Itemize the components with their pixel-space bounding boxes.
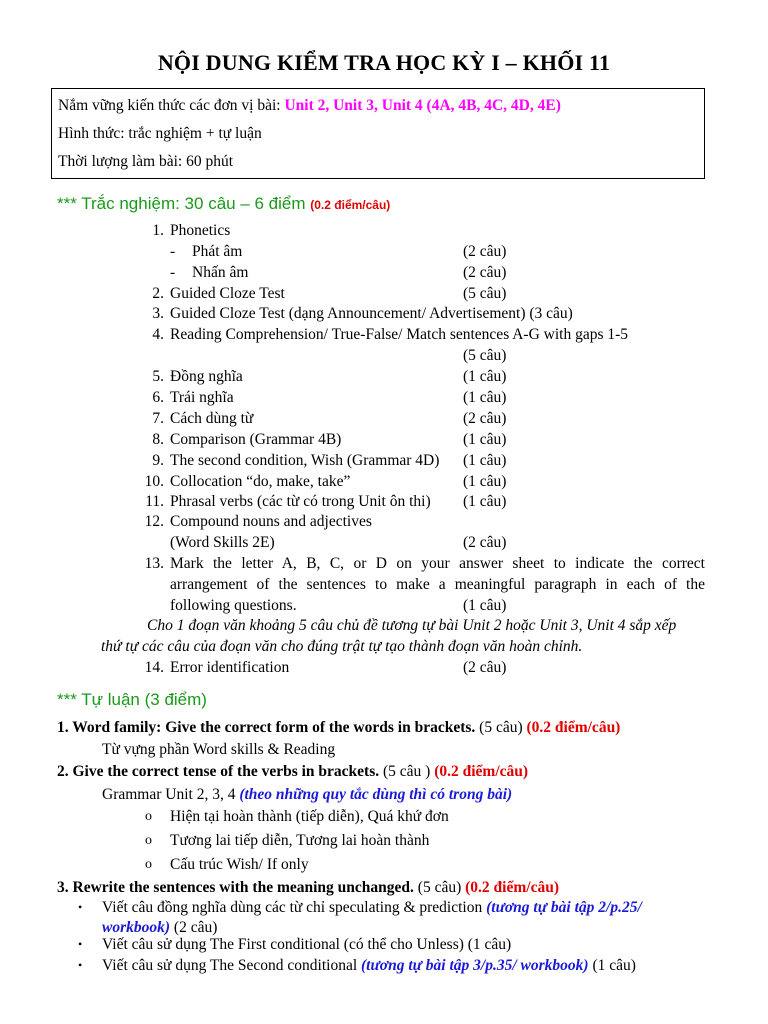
list-item: [0, 303, 768, 324]
item-count: (2 câu): [463, 243, 507, 260]
list-item-13-line3: [0, 595, 768, 616]
info-units-label: Nắm vững kiến thức các đơn vị bài:: [58, 97, 285, 114]
item-text: Error identification: [170, 659, 290, 676]
item-text: The second condition, Wish (Grammar 4D): [170, 452, 440, 469]
bullet-icon: •: [78, 958, 83, 972]
q2-count: (5 câu ): [379, 763, 435, 780]
item-number: 2.: [152, 285, 164, 302]
item-text: Phát âm: [192, 243, 243, 260]
q3-b3-count: (1 câu): [588, 957, 636, 974]
item-text: Cách dùng từ: [170, 410, 254, 427]
q3-b3-note: (tương tự bài tập 3/p.35/ workbook): [361, 957, 589, 974]
item-text: Trái nghĩa: [170, 389, 234, 406]
item-count: (1 câu): [463, 452, 507, 469]
q2-title-text: 2. Give the correct tense of the verbs in brackets.: [57, 763, 380, 780]
list-item: [0, 387, 768, 408]
page-title: NỘI DUNG KIỂM TRA HỌC KỲ I – KHỐI 11: [157, 50, 611, 75]
dash-bullet: -: [170, 264, 176, 281]
q3-b1-count: (2 câu): [170, 919, 218, 936]
item-13-line-2: arrangement of the sentences to make a meaningful paragraph in each of the: [170, 576, 705, 593]
q1-count: (5 câu): [475, 719, 527, 736]
dash-bullet: -: [170, 243, 176, 260]
item-text: Comparison (Grammar 4B): [170, 431, 342, 448]
mc-heading: [57, 194, 390, 214]
item-text: Phonetics: [170, 222, 231, 239]
item-number: 14.: [144, 659, 164, 676]
q2-sub-note: (theo những quy tắc dùng thì có trong bài): [239, 786, 513, 803]
item-count: (1 câu): [463, 431, 507, 448]
list-item: [0, 345, 768, 366]
q1-points: (0.2 điểm/câu): [526, 719, 621, 736]
list-item: [0, 262, 768, 283]
item-text: Nhấn âm: [192, 264, 249, 281]
item-text: Guided Cloze Test (dạng Announcement/ Advertisement) (3 câu): [170, 305, 573, 322]
q2-bullet-text: Tương lai tiếp diễn, Tương lai hoàn thành: [170, 832, 430, 849]
list-item: [0, 471, 768, 492]
item-text: Collocation “do, make, take”: [170, 473, 351, 490]
item-count: (5 câu): [463, 285, 507, 302]
list-item: [0, 450, 768, 471]
q3-b1-note: (tương tự bài tập 2/p.25/: [486, 899, 642, 916]
q2-sub-text: Grammar Unit 2, 3, 4: [102, 786, 240, 803]
item-number: 1.: [152, 222, 164, 239]
list-item: [0, 532, 768, 553]
list-item: [0, 283, 768, 304]
item-number: 9.: [152, 452, 164, 469]
q2-sub: [102, 784, 512, 805]
q2-bullet-text: Hiện tại hoàn thành (tiếp diễn), Quá khứ đơn: [170, 808, 449, 825]
item-count: (1 câu): [463, 368, 507, 385]
q3-b2-text: Viết câu sử dụng The First conditional (có thể cho Unless) (1 câu): [102, 936, 512, 953]
item-number: 3.: [152, 305, 164, 322]
item-count: (1 câu): [463, 473, 507, 490]
circle-bullet-icon: o: [145, 857, 152, 872]
item-text: Reading Comprehension/ True-False/ Match sentences A-G with gaps 1-5: [170, 326, 629, 343]
q3-b1-note2: workbook): [102, 919, 171, 936]
bullet-icon: •: [78, 900, 83, 914]
item-count: (5 câu): [463, 347, 507, 364]
list-item: [0, 511, 768, 532]
info-format-line: Hình thức: trắc nghiệm + tự luận: [58, 125, 262, 142]
q2-points: (0.2 điểm/câu): [434, 763, 529, 780]
essay-heading: *** Tự luận (3 điểm): [57, 690, 207, 709]
mc-heading-text: *** Trắc nghiệm: 30 câu – 6 điểm: [57, 194, 306, 213]
q2-bullet-text: Cấu trúc Wish/ If only: [170, 856, 309, 873]
item-number: 7.: [152, 410, 164, 427]
item-number: 6.: [152, 389, 164, 406]
info-units-line: [58, 92, 698, 120]
list-item: [0, 241, 768, 262]
note-line-1: Cho 1 đoạn văn khoảng 5 câu chủ đề tương tự bài Unit 2 hoặc Unit 3, Unit 4 sắp xếp: [147, 617, 677, 634]
mc-heading-note: (0.2 điểm/câu): [310, 198, 391, 212]
list-item-14: [0, 657, 768, 678]
item-13-line-1: Mark the letter A, B, C, or D on your answer sheet to indicate the correct: [170, 555, 705, 572]
item-number: 12.: [144, 513, 164, 530]
q1-title: [57, 717, 620, 738]
item-number: 5.: [152, 368, 164, 385]
q1-sub: Từ vựng phần Word skills & Reading: [102, 741, 336, 758]
list-item: [0, 324, 768, 345]
item-count: (1 câu): [463, 389, 507, 406]
item-number: 8.: [152, 431, 164, 448]
item-number: 4.: [152, 326, 164, 343]
item-number: 11.: [145, 493, 164, 510]
item-count: (2 câu): [463, 534, 507, 551]
list-item-13: [0, 553, 768, 574]
q3-b3-text: Viết câu sử dụng The Second conditional: [102, 957, 362, 974]
item-text: Phrasal verbs (các từ có trong Unit ôn thi): [170, 493, 431, 510]
item-count: (2 câu): [463, 264, 507, 281]
list-item: [0, 491, 768, 512]
circle-bullet-icon: o: [145, 809, 152, 824]
info-units-value: Unit 2, Unit 3, Unit 4 (4A, 4B, 4C, 4D, 4E): [284, 97, 561, 114]
list-item-13-line2: [0, 574, 768, 595]
info-box: [51, 88, 705, 179]
item-text: Guided Cloze Test: [170, 285, 285, 302]
bullet-icon: •: [78, 937, 83, 951]
list-item: [0, 429, 768, 450]
circle-bullet-icon: o: [145, 833, 152, 848]
item-count: (2 câu): [463, 659, 507, 676]
item-13-line-3: following questions.: [170, 597, 297, 614]
q3-title: [57, 877, 559, 898]
list-item: [0, 220, 768, 241]
q3-bullet-1-text: [102, 897, 642, 918]
list-item: [0, 366, 768, 387]
q2-title: [57, 761, 528, 782]
item-number: 10.: [144, 473, 164, 490]
q3-title-text: 3. Rewrite the sentences with the meaning unchanged.: [57, 879, 414, 896]
q3-count: (5 câu): [413, 879, 466, 896]
item-count: (1 câu): [463, 493, 507, 510]
q3-b1-text: Viết câu đồng nghĩa dùng các từ chỉ speculating & prediction: [102, 899, 487, 916]
q3-bullet-3-text: [102, 955, 636, 976]
info-duration-line: Thời lượng làm bài: 60 phút: [58, 153, 234, 170]
note-line-2: thứ tự các câu của đoạn văn cho đúng trật tự tạo thành đoạn văn hoàn chỉnh.: [101, 638, 583, 655]
q1-title-text: 1. Word family: Give the correct form of the words in brackets.: [57, 719, 476, 736]
item-text: Đồng nghĩa: [170, 368, 243, 385]
item-text: (Word Skills 2E): [170, 534, 275, 551]
item-count: (2 câu): [463, 410, 507, 427]
item-number: 13.: [144, 555, 164, 572]
list-item: [0, 408, 768, 429]
item-text: Compound nouns and adjectives: [170, 513, 372, 530]
q3-points: (0.2 điểm/câu): [465, 879, 559, 896]
item-count: (1 câu): [463, 597, 507, 614]
